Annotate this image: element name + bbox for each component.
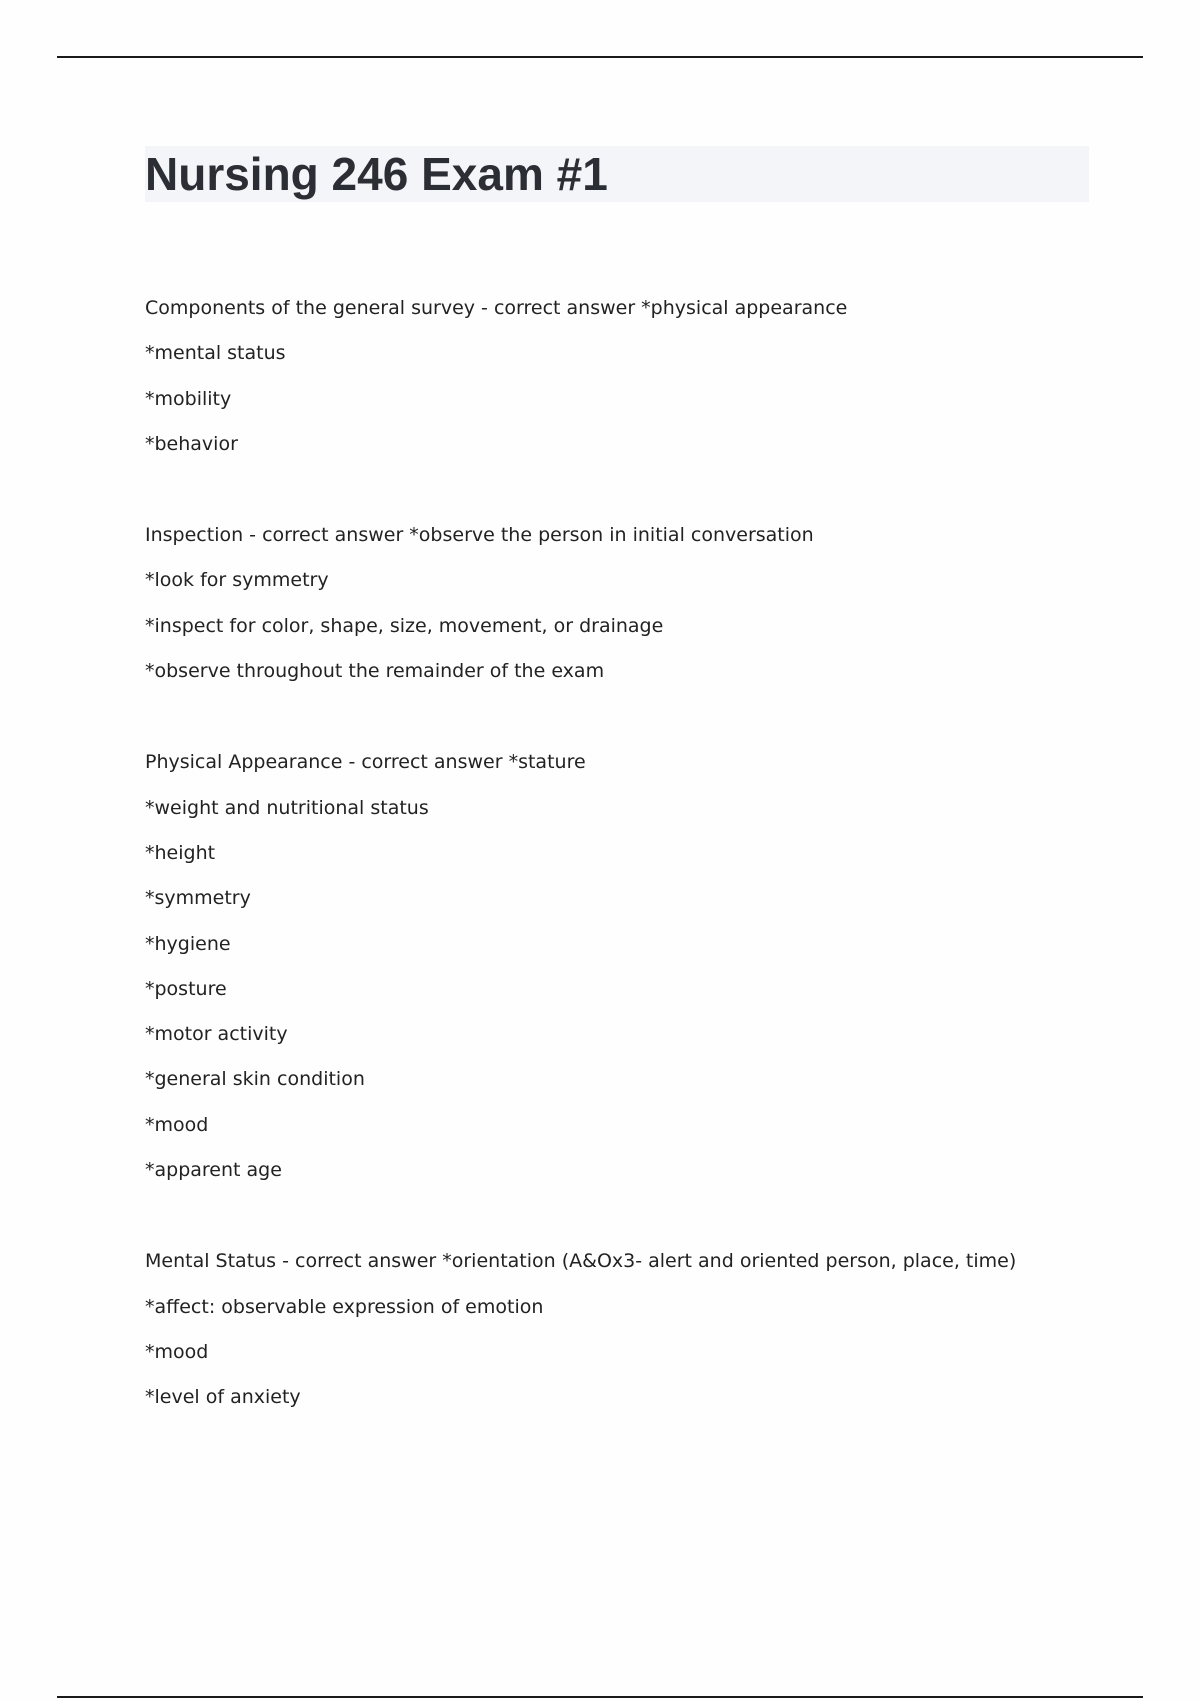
footer-rule <box>57 1696 1143 1698</box>
answer-item: *mood <box>145 1113 209 1136</box>
answer-item: *inspect for color, shape, size, movement, or drainage <box>145 614 664 637</box>
qa-block-mental-status <box>145 1243 1105 1424</box>
answer-item: *hygiene <box>145 932 231 955</box>
qa-block-general-survey <box>145 290 1105 471</box>
answer-item: *mood <box>145 1340 209 1363</box>
answer-item: *weight and nutritional status <box>145 796 429 819</box>
header-rule <box>57 56 1143 58</box>
answer-item: *mobility <box>145 387 232 410</box>
answer-item: *affect: observable expression of emotion <box>145 1295 544 1318</box>
qa-block-inspection <box>145 517 1105 698</box>
answer-item: *look for symmetry <box>145 569 329 592</box>
answer-item: *general skin condition <box>145 1068 365 1091</box>
document-body <box>145 290 1105 1471</box>
answer-item: *height <box>145 841 216 864</box>
qa-question-line: Components of the general survey - correct answer *physical appearance <box>145 297 848 319</box>
qa-question-line: Inspection - correct answer *observe the person in initial conversation <box>145 524 814 547</box>
answer-item: *symmetry <box>145 887 251 910</box>
answer-item: *behavior <box>145 432 238 455</box>
answer-item: *observe throughout the remainder of the exam <box>145 660 605 683</box>
answer-item: *apparent age <box>145 1159 282 1182</box>
qa-question-line: Physical Appearance - correct answer *stature <box>145 751 586 774</box>
page-title: Nursing 246 Exam #1 <box>145 148 608 200</box>
answer-item: *motor activity <box>145 1023 288 1046</box>
qa-question-line: Mental Status - correct answer *orientation (A&Ox3- alert and oriented person, place, time) <box>145 1250 1017 1273</box>
answer-item: *posture <box>145 977 227 1000</box>
qa-block-physical-appearance <box>145 744 1105 1197</box>
answer-item: *level of anxiety <box>145 1386 301 1409</box>
answer-item: *mental status <box>145 342 286 365</box>
